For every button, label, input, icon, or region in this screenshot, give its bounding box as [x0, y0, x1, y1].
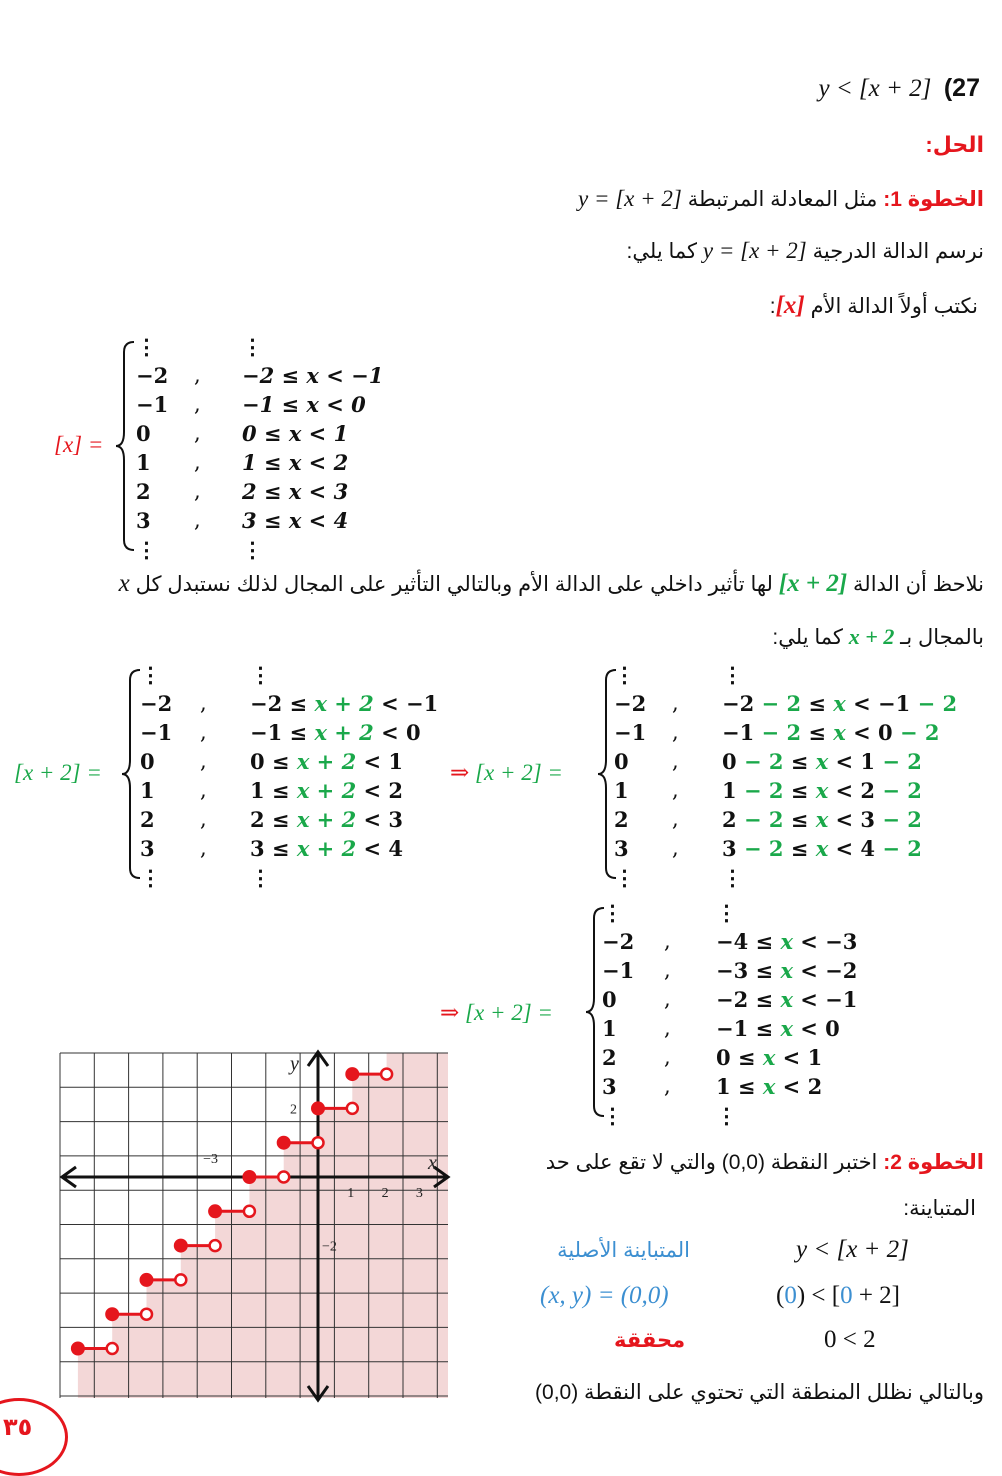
piece-condition [716, 987, 857, 1012]
piece-condition [250, 749, 403, 774]
problem-header [818, 74, 980, 103]
piece-value: 0 [140, 749, 155, 774]
piece-comma: , [194, 450, 201, 474]
piece-d: x [833, 720, 846, 745]
note-text-c: بالمجال بـ [900, 626, 984, 649]
tick-label-y-2: 2 [290, 1102, 297, 1118]
piece-e: < 4 [828, 836, 883, 861]
piece-pre: 0 ≤ [716, 1045, 763, 1070]
piece-condition [242, 334, 263, 359]
note-line-2 [772, 624, 984, 650]
piece-value: 2 [602, 1045, 617, 1070]
step-closed-dot [141, 1274, 153, 1286]
piece-comma: , [200, 749, 207, 773]
piece-pre: 0 ≤ [250, 749, 297, 774]
step-open-dot [347, 1103, 358, 1114]
piece-pre: −3 ≤ [716, 958, 781, 983]
piece-condition [242, 363, 383, 388]
piece-comma: , [672, 691, 679, 715]
piece-post: < −2 [792, 958, 858, 983]
tick-label-x-2: 2 [381, 1186, 389, 1201]
piece-comma: , [200, 778, 207, 802]
piece-a: 1 [722, 778, 744, 803]
piece-post: < 0 [373, 720, 421, 745]
piece-value: −1 [140, 720, 173, 745]
piece-pre: −1 ≤ [716, 1016, 781, 1041]
piece-d: x [815, 836, 829, 861]
piece-value: −2 [136, 363, 169, 388]
piece-condition [722, 720, 939, 745]
piece-dots: ⋮ [722, 662, 743, 687]
piece-condition [722, 807, 922, 832]
piece-value: 3 [136, 508, 151, 533]
piece-comma: , [672, 749, 679, 773]
note-expr: x + 2 [848, 624, 895, 649]
piece-value: 0 [602, 987, 617, 1012]
piece-pre: −4 ≤ [716, 929, 781, 954]
step-function-graph [40, 1040, 480, 1412]
piece-pre: 3 ≤ [250, 836, 297, 861]
piece-c: ≤ [783, 836, 816, 861]
piece-dots: ⋮ [722, 865, 743, 890]
piece-condition [722, 778, 922, 803]
piece-dots: ⋮ [250, 865, 271, 890]
piece-condition [250, 691, 438, 716]
piece-post: < −1 [792, 987, 858, 1012]
sub-lhs: [x + 2] = [14, 760, 102, 785]
piece-dots: ⋮ [250, 662, 271, 687]
piece-a: 2 [722, 807, 744, 832]
piece-condition [716, 929, 857, 954]
test-valid-label: محققة [614, 1329, 686, 1352]
piece-pre: 1 ≤ [250, 778, 297, 803]
piece-condition [250, 836, 403, 861]
piece-comma: , [194, 508, 201, 532]
parent-brace [114, 340, 138, 552]
piece-condition [722, 662, 743, 687]
piece-comma: , [194, 363, 201, 387]
piece-comma: , [200, 720, 207, 744]
test-original-label: المتباينة الأصلية [557, 1239, 690, 1262]
test-original-ineq: y < [x + 2] [796, 1236, 909, 1263]
piece-value: −2 [140, 691, 173, 716]
piece-value: ⋮ [140, 865, 161, 890]
piece-comma: , [664, 1016, 671, 1040]
piece-condition [722, 691, 957, 716]
piece-condition [250, 807, 403, 832]
piece-post: < −1 [373, 691, 439, 716]
piece-dots: ⋮ [242, 537, 263, 562]
piece-value: −2 [614, 691, 647, 716]
step1-text: مثل المعادلة المرتبطة [687, 188, 878, 211]
piece-post: < 1 [775, 1045, 823, 1070]
piece-value: 3 [614, 836, 629, 861]
piece-condition [716, 1045, 822, 1070]
tick-label-y-neg2: −2 [322, 1239, 337, 1255]
piece-e: < −1 [845, 691, 918, 716]
piece-value: −2 [602, 929, 635, 954]
piece-e: < 1 [828, 749, 883, 774]
piece-a: −1 [722, 720, 762, 745]
piece-mid: x + 2 [296, 749, 357, 774]
final-arrow: ⇒ [440, 1000, 460, 1025]
piece-cond-text: 0 ≤ x < 1 [242, 421, 349, 446]
piece-condition [716, 1016, 840, 1041]
test-sub-a: ( [776, 1282, 785, 1309]
piece-condition [250, 720, 421, 745]
piece-comma: , [194, 421, 201, 445]
piece-condition [716, 900, 737, 925]
note-var: x [118, 570, 130, 597]
shaded-region [78, 1053, 448, 1398]
piece-post: < −3 [792, 929, 858, 954]
piece-value: ⋮ [614, 865, 635, 890]
piece-comma: , [664, 1045, 671, 1069]
test-sub-d: 0 [840, 1282, 853, 1309]
piece-f: − 2 [882, 807, 922, 832]
piece-pre: −2 ≤ [250, 691, 315, 716]
piece-value: −1 [614, 720, 647, 745]
shift-lhs [450, 760, 563, 786]
tick-label-x-neg3: −3 [203, 1152, 219, 1167]
piece-value: 2 [136, 479, 151, 504]
piece-b: − 2 [743, 749, 784, 774]
step1-line [578, 186, 984, 212]
piece-comma: , [672, 778, 679, 802]
solution-heading: الحل: [925, 132, 984, 157]
piece-value: 2 [140, 807, 155, 832]
piece-mid: x [780, 1016, 793, 1041]
piece-value: ⋮ [602, 1103, 623, 1128]
note-text-d: كما يلي: [772, 626, 843, 649]
piece-comma: , [664, 929, 671, 953]
piece-dots: ⋮ [716, 900, 737, 925]
step-closed-dot [312, 1102, 324, 1114]
piece-post: < 1 [356, 749, 404, 774]
problem-number: (27 [943, 74, 980, 102]
piece-condition [242, 508, 348, 533]
step-open-dot [244, 1206, 255, 1217]
piece-c: ≤ [783, 807, 816, 832]
step1-equation: y = [x + 2] [577, 186, 682, 211]
piece-b: − 2 [761, 691, 802, 716]
piece-condition [722, 865, 743, 890]
piece-d: x [815, 778, 829, 803]
piece-b: − 2 [743, 836, 784, 861]
piece-cond-text: −2 ≤ x < −1 [242, 363, 384, 388]
piece-mid: x + 2 [296, 807, 357, 832]
piece-pre: 2 ≤ [250, 807, 297, 832]
piece-e: < 0 [845, 720, 900, 745]
step-closed-dot [278, 1137, 290, 1149]
parent-symbol: [x] [775, 292, 805, 319]
piece-comma: , [672, 720, 679, 744]
piece-d: x [815, 807, 829, 832]
piece-e: < 3 [828, 807, 883, 832]
piece-comma: , [664, 958, 671, 982]
step-open-dot [210, 1240, 221, 1251]
draw-line-after: كما يلي: [626, 240, 698, 263]
step-closed-dot [106, 1308, 118, 1320]
piece-mid: x [780, 987, 793, 1012]
piece-e: < 2 [828, 778, 883, 803]
step-closed-dot [175, 1240, 187, 1252]
piece-value: 0 [136, 421, 151, 446]
test-result: 0 < 2 [824, 1326, 876, 1353]
piece-mid: x + 2 [314, 720, 374, 745]
draw-line-equation: y = [x + 2] [702, 238, 807, 263]
piece-c: ≤ [801, 720, 834, 745]
step-closed-dot [209, 1205, 221, 1217]
piece-cond-text: 3 ≤ x < 4 [242, 508, 349, 533]
piece-value: −1 [602, 958, 635, 983]
x-axis-label: x [428, 1152, 437, 1174]
step-open-dot [278, 1172, 289, 1183]
piece-value: 1 [614, 778, 629, 803]
piece-mid: x + 2 [314, 691, 374, 716]
piece-cond-text: −1 ≤ x < 0 [242, 392, 366, 417]
note-line-1 [24, 570, 984, 598]
test-sub-e: + 2] [852, 1282, 901, 1309]
piece-comma: , [200, 807, 207, 831]
piece-condition [716, 1103, 737, 1128]
piece-d: x [815, 749, 829, 774]
piece-comma: , [672, 836, 679, 860]
step-closed-dot [72, 1343, 84, 1355]
piece-comma: , [672, 807, 679, 831]
note-symbol: [x + 2] [778, 570, 848, 597]
piece-condition [242, 392, 366, 417]
draw-line [627, 238, 984, 264]
piece-value: 1 [140, 778, 155, 803]
parent-line [770, 292, 978, 320]
piece-comma: , [664, 987, 671, 1011]
piece-value: 3 [602, 1074, 617, 1099]
piece-comma: , [194, 392, 201, 416]
step-closed-dot [346, 1068, 358, 1080]
piece-value: ⋮ [602, 900, 623, 925]
piece-value: ⋮ [614, 662, 635, 687]
piece-f: − 2 [899, 720, 940, 745]
piece-post: < 4 [356, 836, 404, 861]
step2-text: اختبر النقطة (0,0) والتي لا تقع على حد [545, 1151, 878, 1174]
parent-lhs-text: [x] = [54, 432, 104, 457]
piece-mid: x [762, 1045, 776, 1070]
piece-f: − 2 [882, 749, 922, 774]
piece-condition [722, 749, 922, 774]
shift-arrow: ⇒ [450, 760, 470, 785]
piece-post: < 2 [356, 778, 404, 803]
piece-pre: 1 ≤ [716, 1074, 763, 1099]
piece-condition [242, 479, 348, 504]
piece-condition [722, 836, 922, 861]
piece-mid: x [762, 1074, 776, 1099]
piece-cond-text: 2 ≤ x < 3 [242, 479, 349, 504]
page-number: ٣٥ [3, 1414, 33, 1441]
note-text-a: نلاحظ أن الدالة [853, 573, 984, 596]
piece-f: − 2 [882, 778, 922, 803]
piece-f: − 2 [917, 691, 958, 716]
step2-line [546, 1150, 984, 1175]
step-open-dot [107, 1343, 118, 1354]
piece-value: 1 [136, 450, 151, 475]
step-open-dot [141, 1309, 152, 1320]
step2-line-2: المتباينة: [903, 1197, 976, 1220]
piece-b: − 2 [743, 778, 784, 803]
step-closed-dot [243, 1171, 255, 1183]
piece-mid: x [780, 929, 793, 954]
parent-colon: : [769, 295, 776, 318]
step-open-dot [175, 1274, 186, 1285]
piece-condition [250, 662, 271, 687]
piece-b: − 2 [743, 807, 784, 832]
step1-label: الخطوة 1: [883, 188, 984, 211]
piece-value: ⋮ [136, 334, 157, 359]
piece-post: < 0 [792, 1016, 840, 1041]
piece-pre: −1 ≤ [250, 720, 315, 745]
piece-comma: , [200, 836, 207, 860]
piece-c: ≤ [783, 778, 816, 803]
piece-mid: x [780, 958, 793, 983]
test-substitution [776, 1282, 900, 1310]
piece-mid: x + 2 [296, 778, 357, 803]
piece-value: 0 [614, 749, 629, 774]
step-open-dot [381, 1069, 392, 1080]
piece-condition [242, 421, 348, 446]
step2-label: الخطوة 2: [883, 1151, 984, 1174]
shift-lhs-text: [x + 2] = [475, 760, 563, 785]
piece-post: < 2 [775, 1074, 823, 1099]
piece-dots: ⋮ [242, 334, 263, 359]
piece-condition [250, 865, 271, 890]
piece-a: 0 [722, 749, 744, 774]
piece-c: ≤ [801, 691, 834, 716]
piece-dots: ⋮ [716, 1103, 737, 1128]
piece-value: 3 [140, 836, 155, 861]
piece-comma: , [200, 691, 207, 715]
tick-label-x-3: 3 [415, 1186, 423, 1201]
piece-condition [250, 778, 403, 803]
piece-value: 1 [602, 1016, 617, 1041]
piece-a: −2 [722, 691, 762, 716]
piece-value: ⋮ [136, 537, 157, 562]
piece-comma: , [194, 479, 201, 503]
piece-f: − 2 [882, 836, 922, 861]
y-axis-label: y [290, 1053, 299, 1075]
piece-condition [716, 958, 857, 983]
conclusion: وبالتالي نظلل المنطقة التي تحتوي على النقطة (0,0) [535, 1381, 984, 1404]
parent-line-text: نكتب أولاً الدالة الأم [810, 295, 978, 318]
piece-condition [242, 450, 348, 475]
piece-post: < 3 [356, 807, 404, 832]
problem-inequality: y < [x + 2] [818, 75, 932, 102]
piece-value: −1 [136, 392, 169, 417]
piece-condition [716, 1074, 822, 1099]
piece-b: − 2 [761, 720, 802, 745]
tick-label-x-1: 1 [347, 1186, 355, 1201]
piece-mid: x + 2 [296, 836, 357, 861]
final-lhs [440, 1000, 553, 1026]
step-open-dot [313, 1137, 324, 1148]
final-lhs-text: [x + 2] = [465, 1000, 553, 1025]
piece-cond-text: 1 ≤ x < 2 [242, 450, 349, 475]
piece-value: 2 [614, 807, 629, 832]
draw-line-text: نرسم الدالة الدرجية [812, 240, 984, 263]
parent-lhs [54, 432, 103, 458]
piece-c: ≤ [783, 749, 816, 774]
piece-value: ⋮ [140, 662, 161, 687]
test-point: (x, y) = (0,0) [540, 1282, 669, 1309]
note-text-b: لها تأثير داخلي على الدالة الأم وبالتالي التأثير على المجال لذلك نستبدل كل [135, 573, 773, 596]
piece-d: x [833, 691, 846, 716]
test-sub-b: 0 [784, 1282, 797, 1309]
piece-a: 3 [722, 836, 744, 861]
piece-pre: −2 ≤ [716, 987, 781, 1012]
test-sub-c: ) < [ [796, 1282, 841, 1309]
piece-condition [242, 537, 263, 562]
piece-comma: , [664, 1074, 671, 1098]
